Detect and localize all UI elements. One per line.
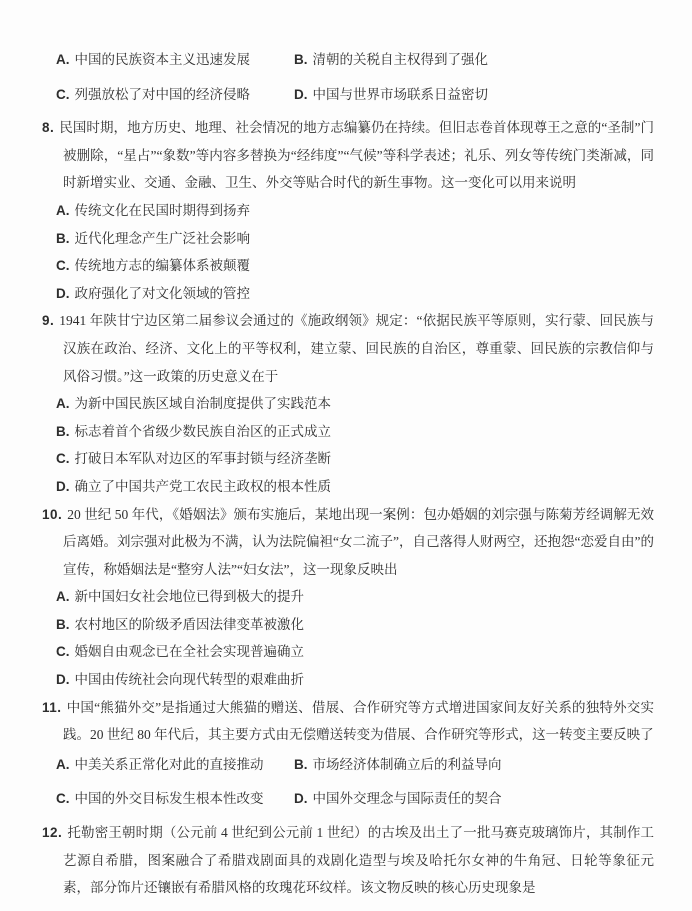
option-label: A. [56,52,70,67]
option-text: 近代化理念产生广泛社会影响 [74,230,250,246]
question-number: 11. [42,699,62,715]
option-text: 市场经济体制确立后的利益导向 [312,756,502,772]
option-text: 打破日本军队对边区的军事封锁与经济垄断 [74,451,331,467]
option-text: 政府强化了对文化领域的管控 [74,285,250,301]
option-b [294,46,654,74]
option-c [56,785,294,813]
options-list [42,751,654,813]
question-number: 12. [42,825,63,841]
option-label: A. [56,589,70,605]
options-list [42,197,654,307]
question-block-8 [42,114,654,307]
option-a [56,583,654,611]
option-text: 中国的民族资本主义迅速发展 [74,52,250,67]
option-d [56,280,654,308]
option-label: A. [56,756,70,772]
option-label: D. [56,478,70,494]
question-block-12 [42,819,654,902]
option-label: C. [56,791,70,807]
question-stem [42,307,654,390]
option-d [294,785,654,813]
question-text: 20 世纪 50 年代，《婚姻法》颁布实施后，某地出现一案例：包办婚姻的刘宗强与陈菊芳经调解无效后离婚。刘宗强对此极为不满，认为法院偏袒“女二流子”，自己落得人财两空，还抱怨“恋爱自由”的宣传，称婚姻法是“整穷人法”“妇女法”，这一现象反映出 [63,506,654,577]
option-text: 中国外交理念与国际责任的契合 [312,791,502,807]
option-label: A. [56,396,70,412]
question-stem [42,501,654,584]
option-label: B. [294,756,308,772]
option-label: D. [56,672,70,688]
option-d [56,473,654,501]
option-label: B. [56,423,70,439]
option-a [56,390,654,418]
question-stem [42,114,654,197]
question-number: 9. [42,313,55,329]
option-label: D. [294,86,308,102]
option-label: D. [294,791,308,807]
options-list [42,46,654,108]
option-text: 传统地方志的编纂体系被颠覆 [74,258,250,274]
option-label: C. [56,451,70,467]
question-text: 民国时期，地方历史、地理、社会情况的地方志编纂仍在持续。但旧志卷首体现尊王之意的“圣制”门被删除，“星占”“象数”等内容多替换为“经纬度”“气候”等科学表述；礼乐、列女等传统门类渐减，同时新增实业、交通、金融、卫生、外交等贴合时代的新生事物。这一变化可以用来说明 [59,120,654,191]
option-c [56,252,654,280]
option-text: 中国的外交目标发生根本性改变 [74,791,264,807]
option-text: 中国由传统社会向现代转型的艰难曲折 [74,672,304,688]
question-block-11 [42,694,654,813]
option-text: 传统文化在民国时期得到扬弃 [74,202,250,218]
question-number: 8. [42,120,55,136]
option-c [56,81,294,109]
option-c [56,638,654,666]
question-text: 托勒密王朝时期（公元前 4 世纪到公元前 1 世纪）的古埃及出土了一批马赛克玻璃饰片，其制作工艺源自希腊，图案融合了希腊戏剧面具的戏剧化造型与埃及哈托尔女神的牛角冠、日轮等象征元素，部分饰片还镶嵌有希腊风格的玫瑰花环纹样。该文物反映的核心历史现象是 [63,825,654,896]
option-text: 标志着首个省级少数民族自治区的正式成立 [74,423,331,439]
question-block-9 [42,307,654,500]
options-list [42,390,654,500]
option-b [294,751,654,779]
option-text: 婚姻自由观念已在全社会实现普遍确立 [74,644,304,660]
options-list [42,583,654,693]
option-b [56,225,654,253]
option-text: 为新中国民族区域自治制度提供了实践范本 [74,396,331,412]
option-text: 确立了中国共产党工农民主政权的根本性质 [74,478,331,494]
option-d [294,81,654,109]
option-a [56,197,654,225]
option-d [56,666,654,694]
option-text: 列强放松了对中国的经济侵略 [74,86,250,102]
option-label: D. [56,285,70,301]
option-label: A. [56,202,70,218]
option-label: B. [56,616,70,632]
option-text: 中美关系正常化对此的直接推动 [74,756,264,772]
option-label: B. [294,52,308,67]
question-stem [42,819,654,902]
question-text: 1941 年陕甘宁边区第二届参议会通过的《施政纲领》规定：“依据民族平等原则，实行蒙、回民族与汉族在政治、经济、文化上的平等权利，建立蒙、回民族的自治区，尊重蒙、回民族的宗教信仰与风俗习惯。”这一政策的历史意义在于 [59,313,654,384]
option-text: 新中国妇女社会地位已得到极大的提升 [74,589,304,605]
option-label: C. [56,258,70,274]
option-text: 清朝的关税自主权得到了强化 [312,52,488,67]
option-label: C. [56,86,70,102]
option-text: 农村地区的阶级矛盾因法律变革被激化 [74,616,304,632]
question-stem [42,694,654,749]
option-a [56,46,294,74]
option-label: B. [56,230,70,246]
option-c [56,445,654,473]
option-a [56,751,294,779]
option-label: C. [56,644,70,660]
option-b [56,611,654,639]
question-block-10 [42,501,654,694]
question-text: 中国“熊猫外交”是指通过大熊猫的赠送、借展、合作研究等方式增进国家间友好关系的独特外交实践。20 世纪 80 年代后，其主要方式由无偿赠送转变为借展、合作研究等形式，这一转变主要反映了 [63,699,654,743]
option-b [56,418,654,446]
option-text: 中国与世界市场联系日益密切 [312,86,488,102]
question-number: 10. [42,506,63,522]
question-block-partial [42,46,654,108]
